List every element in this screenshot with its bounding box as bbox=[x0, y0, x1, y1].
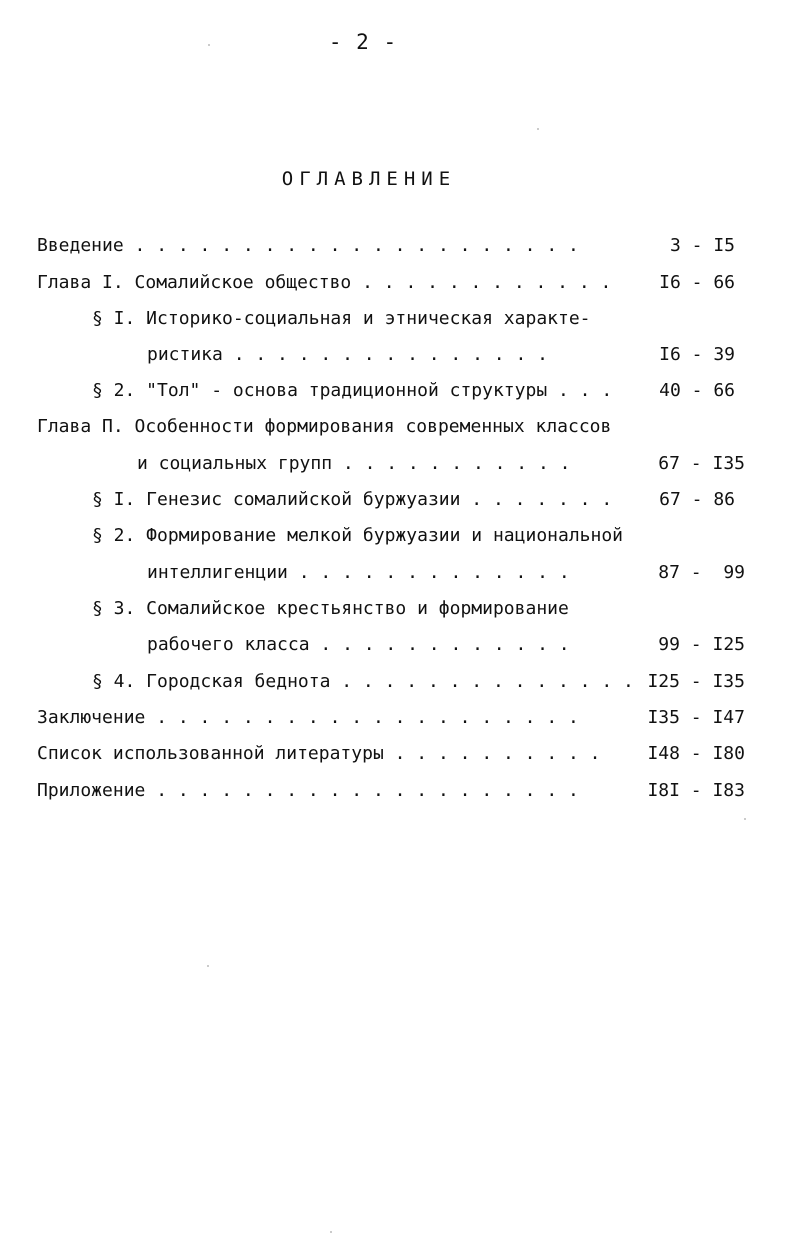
toc-title: ОГЛАВЛЕНИЕ bbox=[281, 168, 457, 190]
toc-leader: . . . . . . . . . . . . . bbox=[287, 562, 570, 583]
toc-entry bbox=[92, 304, 591, 334]
toc-entry bbox=[147, 340, 548, 370]
toc-entry bbox=[137, 449, 571, 479]
toc-entry-text: и социальных групп bbox=[137, 453, 333, 474]
toc-entry-text: § I. Генезис сомалийской буржуазии bbox=[92, 489, 461, 510]
toc-entry bbox=[92, 667, 634, 697]
toc-entry-pages: 3 - I5 bbox=[669, 235, 735, 256]
scan-speck bbox=[744, 818, 746, 820]
scan-speck bbox=[330, 1231, 332, 1233]
toc-entry-text: Введение bbox=[37, 235, 124, 256]
toc-leader: . . . . . . . . . . . bbox=[332, 453, 571, 474]
toc-leader: . . . . . . . . . . . . . . . bbox=[222, 344, 548, 365]
scan-speck bbox=[537, 128, 539, 130]
toc-entry-text: интеллигенции bbox=[147, 562, 288, 583]
toc-entry bbox=[37, 739, 601, 769]
toc-leader: . . . . . . . . . . . . bbox=[309, 634, 570, 655]
toc-entry-text: Глава П. Особенности формирования современных классов bbox=[37, 416, 612, 437]
toc-entry bbox=[37, 776, 579, 806]
toc-entry bbox=[147, 630, 570, 660]
toc-leader: . . . . . . . . . . . . bbox=[351, 272, 612, 293]
scan-speck bbox=[207, 965, 209, 967]
toc-entry-text: § 4. Городская беднота bbox=[92, 671, 331, 692]
toc-entry-text: рабочего класса bbox=[147, 634, 310, 655]
toc-leader: . . . . . . . bbox=[460, 489, 613, 510]
toc-entry-pages: 40 - 66 bbox=[659, 380, 735, 401]
toc-entry-pages: I48 - I80 bbox=[647, 743, 745, 764]
toc-entry-pages: I25 - I35 bbox=[647, 671, 745, 692]
toc-entry bbox=[147, 558, 570, 588]
toc-entry bbox=[37, 231, 579, 261]
toc-leader: . . . . . . . . . . bbox=[383, 743, 601, 764]
toc-entry bbox=[92, 376, 612, 406]
toc-entry bbox=[37, 703, 579, 733]
toc-leader: . . . . . . . . . . . . . . bbox=[330, 671, 634, 692]
toc-entry bbox=[37, 268, 611, 298]
toc-entry-pages: I35 - I47 bbox=[647, 707, 745, 728]
toc-entry bbox=[37, 412, 611, 442]
toc-entry-pages: 67 - I35 bbox=[658, 453, 745, 474]
toc-entry-pages: 67 - 86 bbox=[659, 489, 735, 510]
page-number: - 2 - bbox=[328, 30, 398, 54]
toc-entry-text: § 2. Формирование мелкой буржуазии и национальной bbox=[92, 525, 624, 546]
toc-leader: . . . . . . . . . . . . . . . . . . . . . bbox=[123, 235, 579, 256]
toc-entry-text: § I. Историко-социальная и этническая характе- bbox=[92, 308, 591, 329]
toc-entry-pages: 99 - I25 bbox=[658, 634, 745, 655]
toc-entry-text: Приложение bbox=[37, 780, 146, 801]
toc-entry-text: ристика bbox=[147, 344, 223, 365]
toc-entry-text: § 3. Сомалийское крестьянство и формирование bbox=[92, 598, 569, 619]
toc-entry-text: § 2. "Тол" - основа традиционной структуры . . . bbox=[92, 380, 613, 401]
toc-entry-pages: I6 - 39 bbox=[659, 344, 735, 365]
toc-entry-pages: I6 - 66 bbox=[659, 272, 735, 293]
toc-leader: . . . . . . . . . . . . . . . . . . . . bbox=[145, 707, 579, 728]
toc-entry-text: Список использованной литературы bbox=[37, 743, 384, 764]
scan-speck bbox=[208, 44, 210, 46]
toc-entry bbox=[92, 521, 623, 551]
toc-entry-text: Заключение bbox=[37, 707, 146, 728]
toc-leader: . . . . . . . . . . . . . . . . . . . . bbox=[145, 780, 579, 801]
toc-entry-pages: I8I - I83 bbox=[647, 780, 745, 801]
toc-entry bbox=[92, 485, 612, 515]
toc-entry-pages: 87 - 99 bbox=[658, 562, 745, 583]
toc-entry-text: Глава I. Сомалийское общество bbox=[37, 272, 352, 293]
toc-entry bbox=[92, 594, 569, 624]
